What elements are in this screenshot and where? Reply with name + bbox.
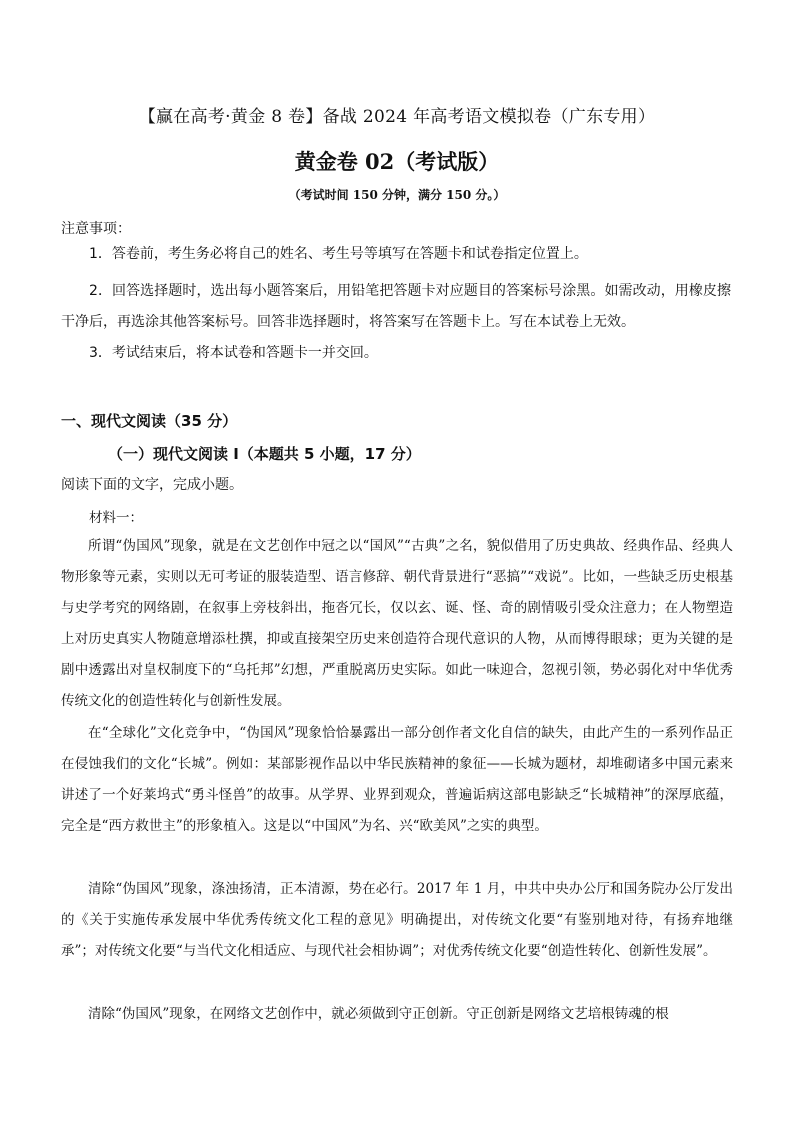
page-title: 黄金卷 02（考试版）: [294, 149, 500, 174]
exam-time-note: （考试时间 150 分钟，满分 150 分。）: [288, 188, 506, 202]
material-paragraph-1: 所谓“伪国风”现象，就是在文艺创作中冠之以“国风”“古典”之名，貌似借用了历史典故、经典作品、经典人物形象等元素，实则以无可考证的服装造型、语言修辞、朝代背景进行“恶搞”“戏说”。比如，一些缺乏历史根基与史学考究的网络剧，在叙事上旁枝斜出，拖沓冗长，仅以玄、诞、怪、奇的剧情吸引受众注意力；在人物塑造上对历史真实人物随意增添杜撰，抑或直接架空历史来创造符合现代意识的人物，从而博得眼球；更为关键的是剧中透露出对皇权制度下的“乌托邦”幻想，严重脱离历史实际。如此一味迎合，忽视引领，势必弱化对中华优秀传统文化的创造性转化与创新性发展。: [61, 538, 733, 709]
note-item-1: 1．答卷前，考生务必将自己的姓名、考生号等填写在答题卡和试卷指定位置上。: [89, 246, 588, 262]
material-label: 材料一：: [89, 510, 143, 526]
note-item-3: 3．考试结束后，将本试卷和答题卡一并交回。: [89, 345, 378, 361]
note-item-2: 2．回答选择题时，选出每小题答案后，用铅笔把答题卡对应题目的答案标号涂黑。如需改动，用橡皮擦干净后，再选涂其他答案标号。回答非选择题时，将答案写在答题卡上。写在本试卷上无效。: [61, 283, 731, 330]
material-paragraph-2: 在“全球化”文化竞争中，“伪国风”现象恰恰暴露出一部分创作者文化自信的缺失，由此产生的一系列作品正在侵蚀我们的文化“长城”。例如：某部影视作品以中华民族精神的象征——长城为题材，却堆砌诸多中国元素来讲述了一个好莱坞式“勇斗怪兽”的故事。从学界、业界到观众，普遍诟病这部电影缺乏“长城精神”的深厚底蕴，完全是“西方救世主”的形象植入。这是以“中国风”为名、兴“欧美风”之实的典型。: [61, 725, 733, 834]
notes-heading: 注意事项：: [61, 221, 131, 237]
section-heading: 一、现代文阅读（35 分）: [61, 412, 238, 430]
material-paragraph-3: 清除“伪国风”现象，涤浊扬清，正本清源，势在必行。2017 年 1 月，中共中央办公厅和国务院办公厅发出的《关于实施传承发展中华优秀传统文化工程的意见》明确提出，对传统文化要“有鉴别地对待，有扬弃地继承”；对传统文化要“与当代文化相适应、与现代社会相协调”；对优秀传统文化要“创造性转化、创新性发展”。: [61, 881, 733, 959]
reading-instruction: 阅读下面的文字，完成小题。: [61, 477, 243, 493]
subsection-heading: （一）现代文阅读 I（本题共 5 小题，17 分）: [108, 445, 421, 463]
material-paragraph-4: 清除“伪国风”现象，在网络文艺创作中，就必须做到守正创新。守正创新是网络文艺培根铸魂的根: [88, 1006, 669, 1022]
series-title: 【赢在高考·黄金 8 卷】备战 2024 年高考语文模拟卷（广东专用）: [138, 107, 656, 127]
